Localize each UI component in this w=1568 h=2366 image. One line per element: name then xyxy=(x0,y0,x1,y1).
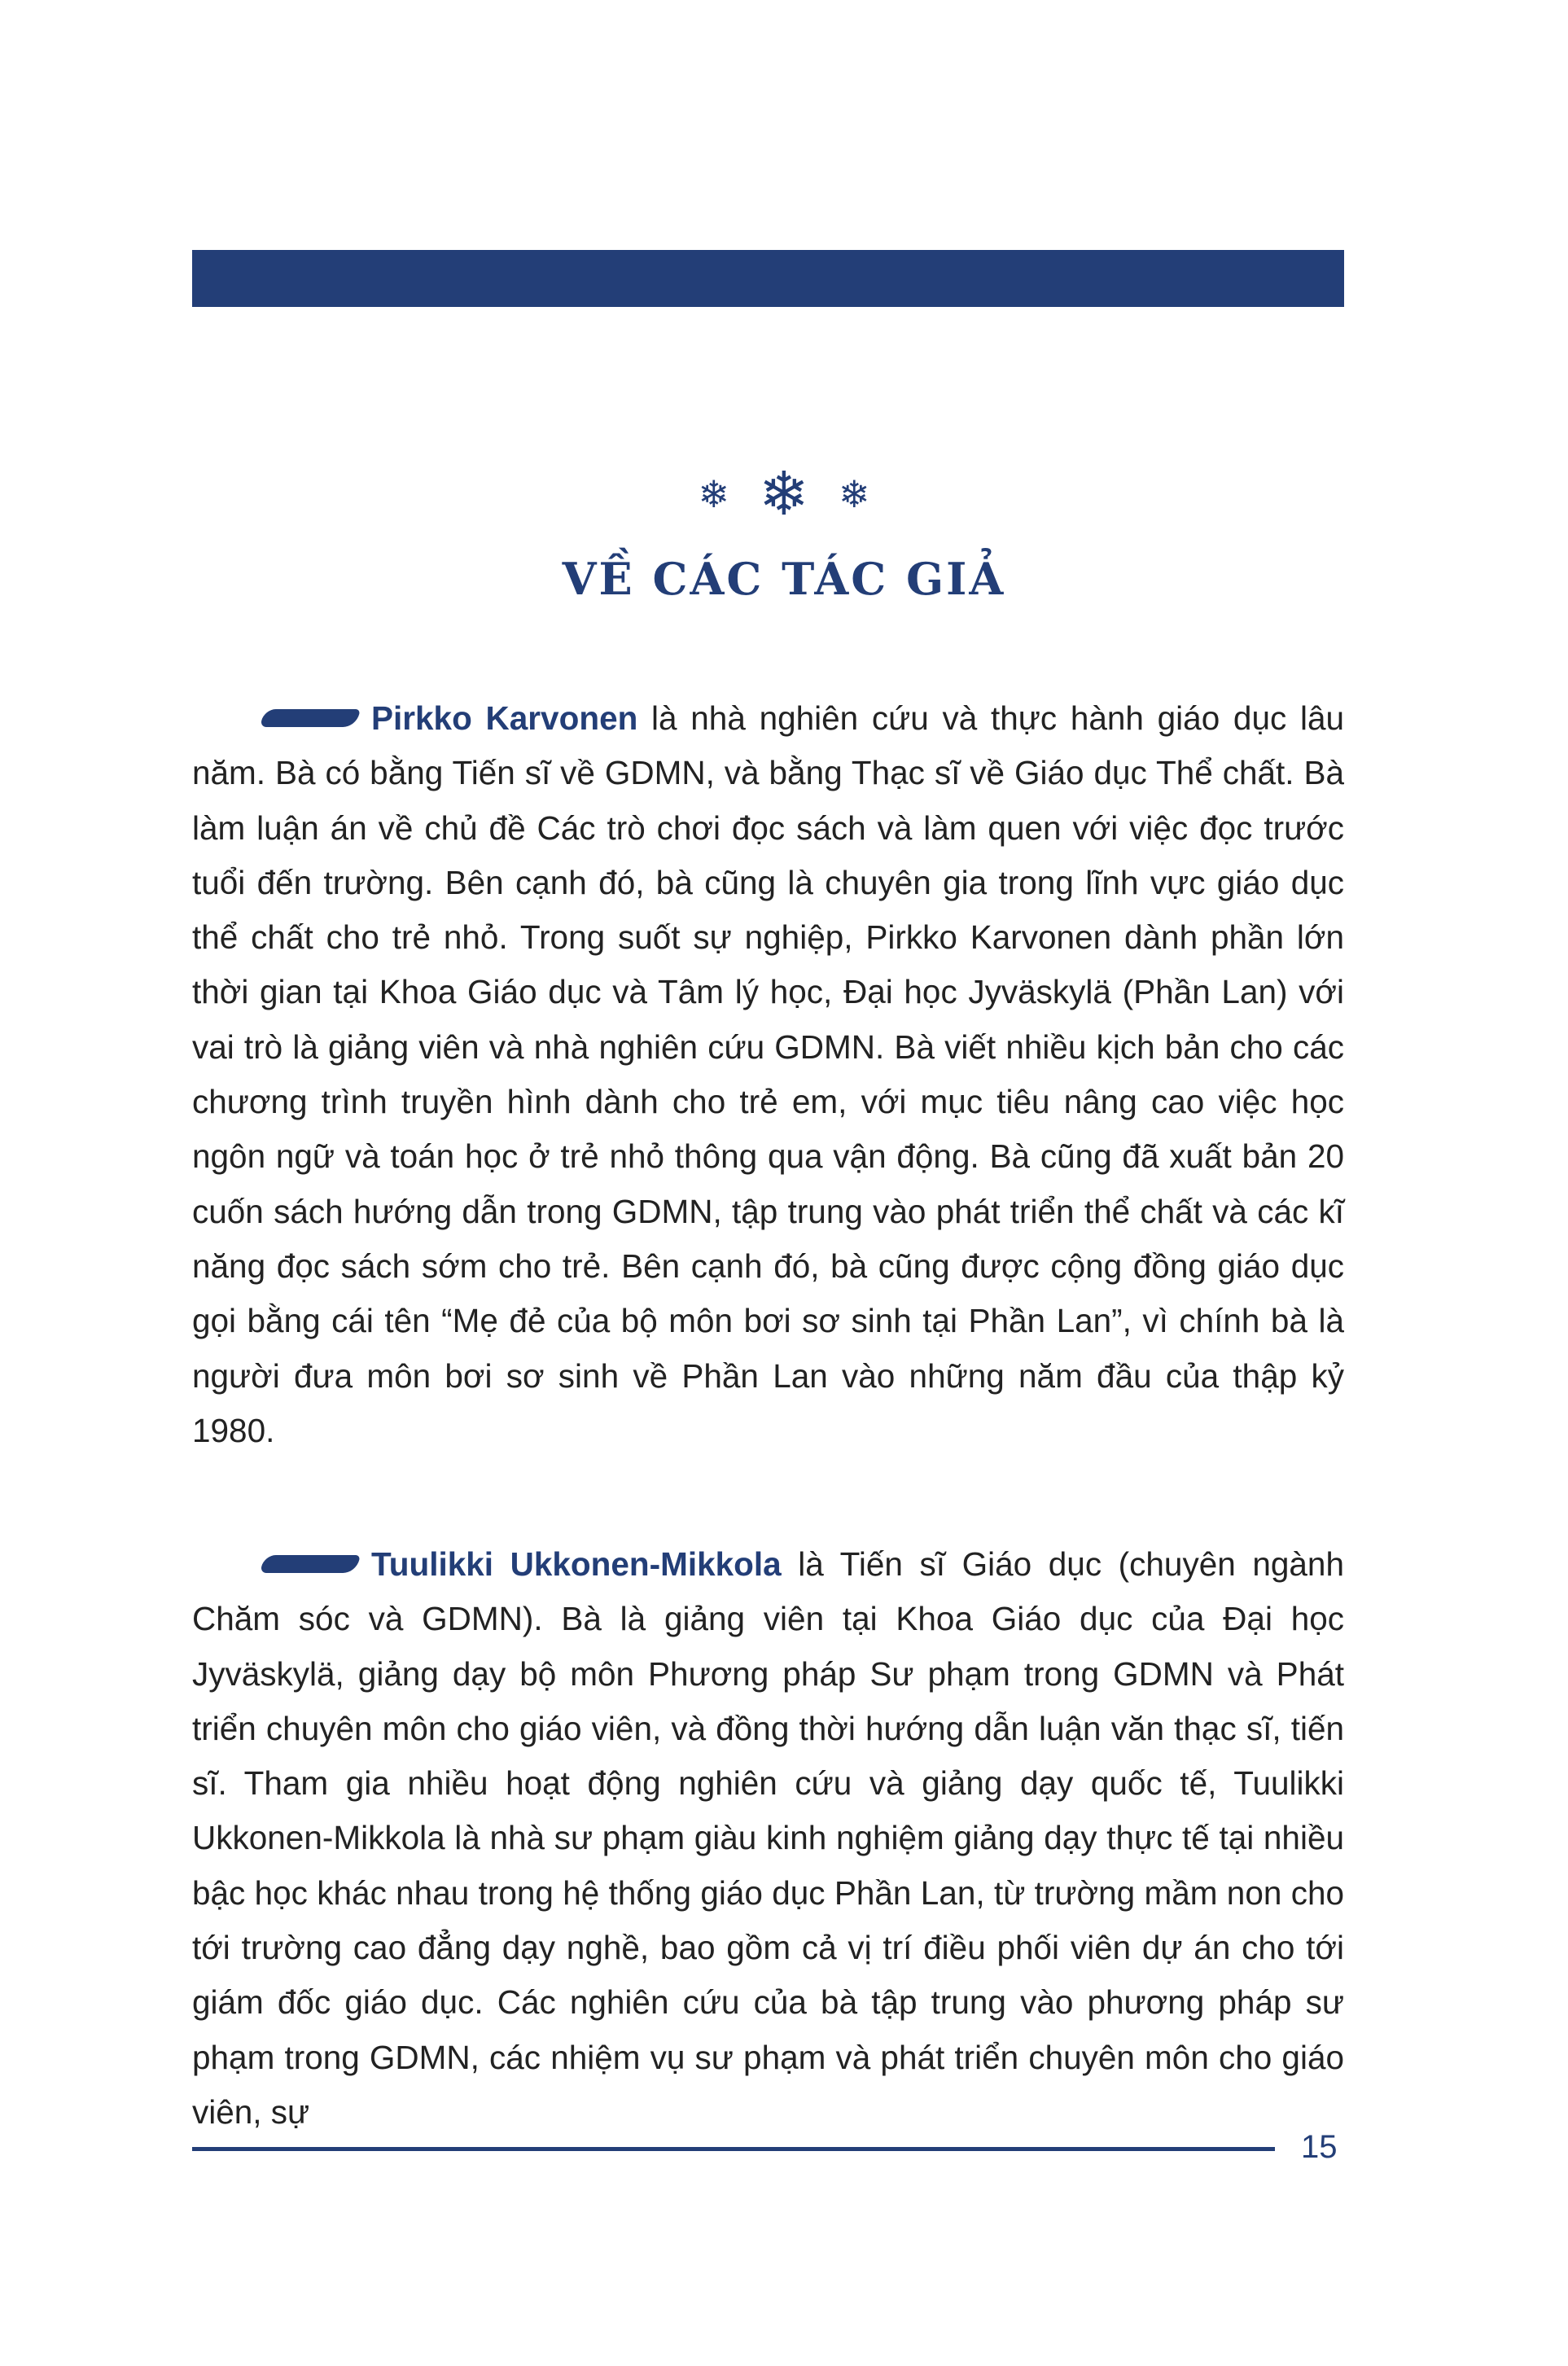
brush-stroke-bullet xyxy=(260,709,360,727)
author-bio: là nhà nghiên cứu và thực hành giáo dục lâu năm. Bà có bằng Tiến sĩ về GDMN, và bằng Thạc sĩ về Giáo dục Thể chất. Bà làm luận án về chủ đề Các trò chơi đọc sách và làm quen với việc đọc trước tuổi đến trường. Bên cạnh đó, bà cũng là chuyên gia trong lĩnh vực giáo dục thể chất cho trẻ nhỏ. Trong suốt sự nghiệp, Pirkko Karvonen dành phần lớn thời gian tại Khoa Giáo dục và Tâm lý học, Đại học Jyväskylä (Phần Lan) với vai trò là giảng viên và nhà nghiên cứu GDMN. Bà viết nhiều kịch bản cho các chương trình truyền hình dành cho trẻ em, với mục tiêu nâng cao việc học ngôn ngữ và toán học ở trẻ nhỏ thông qua vận động. Bà cũng đã xuất bản 20 cuốn sách hướng dẫn trong GDMN, tập trung vào phát triển thể chất và các kĩ năng đọc sách sớm cho trẻ. Bên cạnh đó, bà cũng được cộng đồng giáo dục gọi bằng cái tên “Mẹ đẻ của bộ môn bơi sơ sinh tại Phần Lan”, vì chính bà là người đưa môn bơi sơ sinh về Phần Lan vào những năm đầu của thập kỷ 1980. xyxy=(192,699,1344,1449)
snowflake-icon: ❄ xyxy=(839,473,870,515)
snowflake-icon: ❄ xyxy=(758,460,809,528)
snowflake-icon: ❄ xyxy=(698,473,729,515)
page-number: 15 xyxy=(1301,2129,1338,2165)
author-bio-paragraph xyxy=(192,1537,1344,2140)
footer-rule xyxy=(192,2147,1275,2151)
snowflake-ornament xyxy=(0,460,1568,528)
author-bio-paragraph xyxy=(192,691,1344,1458)
brush-stroke-bullet xyxy=(260,1555,360,1573)
author-bio: là Tiến sĩ Giáo dục (chuyên ngành Chăm sóc và GDMN). Bà là giảng viên tại Khoa Giáo dục của Đại học Jyväskylä, giảng dạy bộ môn Phương pháp Sư phạm trong GDMN và Phát triển chuyên môn cho giáo viên, và đồng thời hướng dẫn luận văn thạc sĩ, tiến sĩ. Tham gia nhiều hoạt động nghiên cứu và giảng dạy quốc tế, Tuulikki Ukkonen-Mikkola là nhà sư phạm giàu kinh nghiệm giảng dạy thực tế tại nhiều bậc học khác nhau trong hệ thống giáo dục Phần Lan, từ trường mầm non cho tới trường cao đẳng dạy nghề, bao gồm cả vị trí điều phối viên dự án cho tới giám đốc giáo dục. Các nghiên cứu của bà tập trung vào phương pháp sư phạm trong GDMN, các nhiệm vụ sư phạm và phát triển chuyên môn cho giáo viên, sự xyxy=(192,1545,1344,2131)
author-name: Pirkko Karvonen xyxy=(371,699,638,737)
header-bar xyxy=(192,250,1344,307)
author-name: Tuulikki Ukkonen-Mikkola xyxy=(371,1545,782,1583)
section-heading: VỀ CÁC TÁC GIẢ xyxy=(562,553,1006,605)
